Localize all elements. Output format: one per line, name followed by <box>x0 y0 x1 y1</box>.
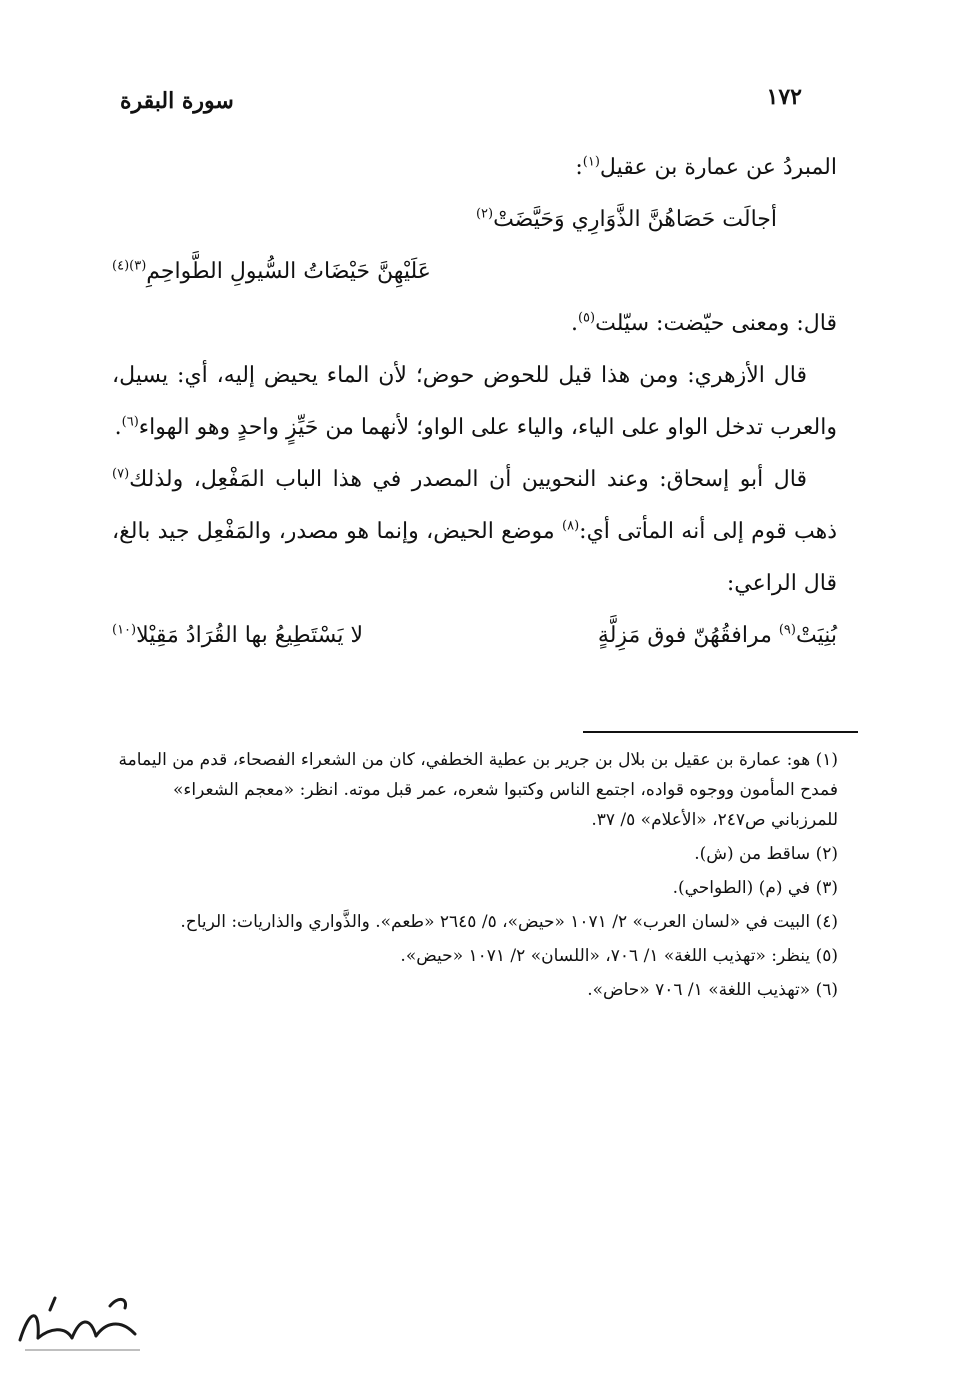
footnote-3 <box>112 873 838 903</box>
footnote-separator <box>583 731 858 733</box>
footnote-ref-7: (٧) <box>112 466 130 482</box>
verse-1-text: أجالَت حَصَاهُنَّ الذَّوَارِي وَحَيَّضَتْ <box>493 207 777 232</box>
footnote-text: البيت في «لسان العرب» ٢/ ١٠٧١ «حيض»، ٥/ ٢٦٤٥ «طعم». والذَّواري والذاريات: الرياح. <box>180 912 811 932</box>
abu-ishaq-paragraph <box>112 454 837 610</box>
footnote-number: (٥) <box>815 946 838 966</box>
footnote-text: ينظر: «تهذيب اللغة» ١/ ٧٠٦، «اللسان» ٢/ ١٠٧١ «حيض». <box>400 946 811 966</box>
verse-line-1 <box>112 194 837 246</box>
verse-3-first-rest: مرافقُهُنّ فوق مَزِلَّةٍ <box>597 623 779 648</box>
footnote-text: ساقط من (ش). <box>694 844 811 864</box>
abu-text-a: قال أبو إسحاق: وعند النحويين أن المصدر في هذا الباب المَفْعِل، ولذلك <box>129 467 807 492</box>
main-text <box>112 142 837 662</box>
verse-3-word: بُنِيَتْ <box>795 623 837 648</box>
footnote-text: في (م) (الطواحي). <box>672 878 811 898</box>
footnote-number: (٦) <box>815 980 838 1000</box>
footnote-number: (٢) <box>815 844 838 864</box>
verse-3-first-hemistich <box>598 610 837 662</box>
footnote-ref-2: (٢) <box>475 206 494 222</box>
footnote-ref-9: (٩) <box>778 622 796 638</box>
surah-title: سورة البقرة <box>120 88 234 114</box>
footnote-ref-1: (١) <box>582 154 600 170</box>
azhari-period: . <box>114 415 122 440</box>
page-number: ١٧٢ <box>766 84 802 110</box>
footnote-ref-10: (١٠) <box>112 622 137 638</box>
verse-line-2 <box>112 246 837 298</box>
qala-paragraph <box>112 298 837 350</box>
footnote-number: (٣) <box>815 878 838 898</box>
intro-colon: : <box>575 155 583 180</box>
footnote-ref-5: (٥) <box>577 310 596 326</box>
calligraphy-logo-icon <box>10 1288 160 1358</box>
footnote-5 <box>112 941 838 971</box>
footnote-ref-3-4: (٣)(٤) <box>112 258 147 274</box>
footnote-number: (٤) <box>815 912 838 932</box>
azhari-paragraph <box>112 350 837 454</box>
azhari-text: قال الأزهري: ومن هذا قيل للحوض حوض؛ لأن الماء يحيض إليه، أي: يسيل، والعرب تدخل الواو على الياء، والياء على الواو؛ لأنهما من حَيِّزٍ واحدٍ وهو الهواء <box>112 363 837 440</box>
footnote-number: (١) <box>815 750 838 770</box>
footnote-ref-6: (٦) <box>121 414 139 430</box>
footnote-6 <box>112 975 838 1005</box>
qala-text: قال: ومعنى حيّضت: سيّلت <box>595 311 837 336</box>
abu-text-c: موضع الحيض، وإنما هو مصدر، والمَفْعِل جيد بالغ، قال الراعي: <box>112 519 837 596</box>
intro-line <box>112 142 837 194</box>
publisher-logo <box>10 1288 160 1358</box>
verse-2-text: عَلَيْهِنَّ حَيْضَاتُ السُّيولِ الطَّواحِمِ <box>146 259 431 284</box>
qala-period: . <box>570 311 578 336</box>
footnote-text: هو: عمارة بن عقيل بن بلال بن جرير بن عطية الخطفي، كان من الشعراء الفصحاء، قدم من اليمامة فمدح المأمون ووجوه قواده، اجتمع الناس وكتبوا شعره، عمر قبل موته. انظر: «معجم الشعراء» للمرزباني ص٢٤٧، «الأعلام» ٥/ ٣٧. <box>118 750 838 830</box>
footnote-1 <box>112 745 838 835</box>
footnote-ref-8: (٨) <box>562 518 580 534</box>
footnotes <box>112 745 838 1009</box>
verse-3-second-text: لا يَسْتَطِيعُ بها القُرَادُ مَقِيْلا <box>136 623 364 648</box>
intro-text: المبردُ عن عمارة بن عقيل <box>599 155 837 180</box>
abu-text-b: ذهب قوم إلى أنه المأتى أي: <box>579 519 837 544</box>
verse-3-second-hemistich <box>112 610 363 662</box>
footnote-2 <box>112 839 838 869</box>
footnote-4 <box>112 907 838 937</box>
verse-line-3 <box>112 610 837 662</box>
footnote-text: «تهذيب اللغة» ١/ ٧٠٦ «حاض». <box>587 980 811 1000</box>
